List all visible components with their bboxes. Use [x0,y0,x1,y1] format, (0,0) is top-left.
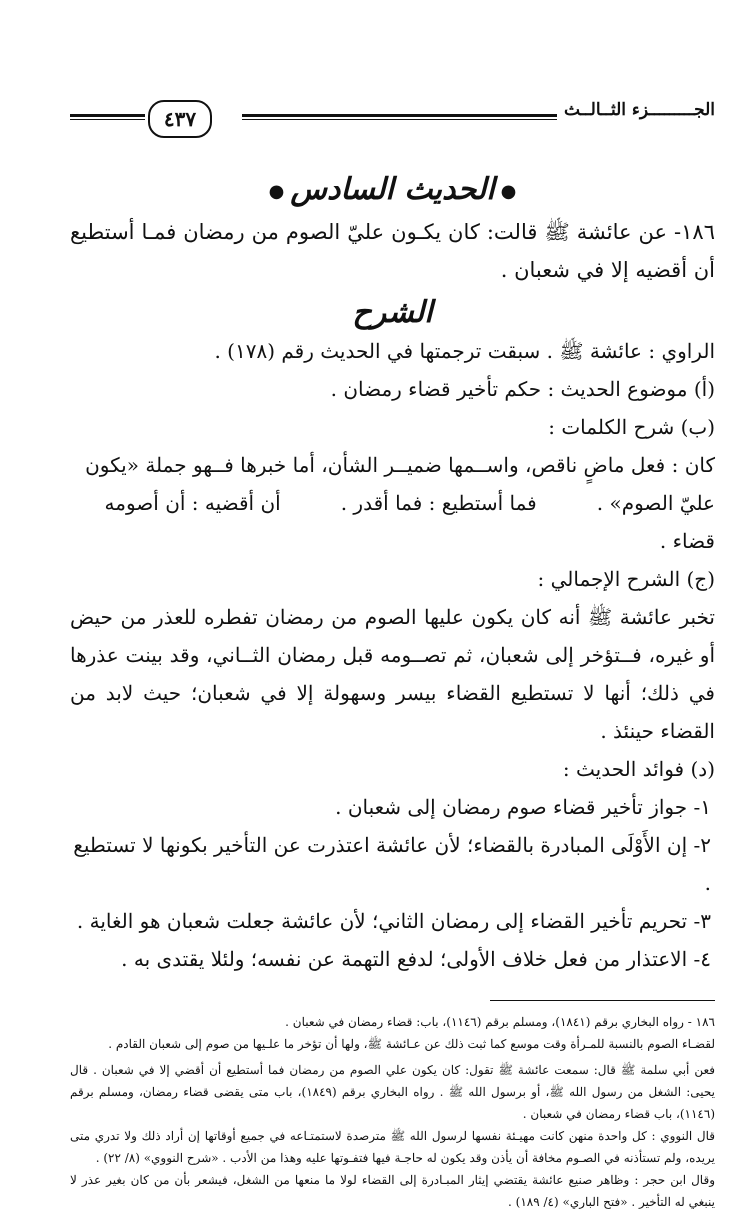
header-rule [242,114,557,117]
benefit-item: ١- جواز تأخير قضاء صوم رمضان إلى شعبان . [335,795,711,819]
words-body: كان : فعل ماضٍ ناقص، واســمها ضميــر الشأن، أما خبرها فــهو جملة «يكون [85,453,715,477]
footnote: لقضـاء الصوم بالنسبة للمـرأة وقت موسع كما ثبت ذلك عن عـائشة ﷺ، ولها أن تؤخر ما علـيها من صوم إلى شعبان القادم . [108,1037,715,1051]
footnote-divider [490,1000,715,1001]
benefit-item: ٢- إن الأَوْلَى المبادرة بالقضاء؛ لأن عائشة اعتذرت عن التأخير بكونها لا تستطيع . [73,833,711,895]
header-rule [242,119,557,120]
words-heading: (ب) شرح الكلمات : [548,415,715,439]
summary-heading: (ج) الشرح الإجمالي : [537,567,715,591]
header-rule [70,119,145,120]
footnote: قال النووي : كل واحدة منهن كانت مهيـئة نفسها لرسول الله ﷺ مترصدة لاستمتـاعه في جميع أوقاتها إن أراد ذلك ولا تدري متى يريده، ولم تستأذنه في الصـوم مخافة أن يأذن وقد يكون له حاجـة فيها فتفـوتها عليه وهذا من الأدب . «شرح النووي» (٨/ ٢٢) . [70,1129,716,1165]
footnotes [70,1011,715,1213]
hadith-text: ١٨٦- عن عائشة ﷺ قالت: كان يكـون عليّ الصوم من رمضان فمـا أستطيع أن أقضيه إلا في شعبان . [70,220,715,282]
running-title: الجـــــــــزء الثــالــث [564,100,715,120]
footnote: فعن أبي سلمة ﷺ قال: سمعت عائشة ﷺ تقول: كان يكون علي الصوم من رمضان فما أستطيع أن أقضي إلا في شعبان . قال يحيى: الشغل من رسول الله ﷺ، أو برسول الله ﷺ . رواه البخاري برقم (١٨٤٩)، باب متى يقضى قضاء رمضان، ومسلم برقم (١١٤٦)، باب قضاء رمضان في شعبان . [70,1063,715,1121]
page-number: ٤٣٧ [148,100,212,138]
words-line-2 [70,484,715,560]
topic-line: (أ) موضوع الحديث : حكم تأخير قضاء رمضان . [330,377,715,401]
footnote: ١٨٦ - رواه البخاري برقم (١٨٤١)، ومسلم برقم (١١٤٦)، باب: قضاء رمضان في شعبان . [285,1015,715,1029]
narrator-line: الراوي : عائشة ﷺ . سبقت ترجمتها في الحديث رقم (١٧٨) . [214,339,715,363]
benefit-item: ٣- تحريم تأخير القضاء إلى رمضان الثاني؛ لأن عائشة جعلت شعبان هو الغاية . [76,909,711,933]
bullet-icon: ● [268,180,285,202]
benefit-item: ٤- الاعتذار من فعل خلاف الأولى؛ لدفع التهمة عن نفسه؛ ولئلا يقتدى به . [121,947,711,971]
words-item: عليّ الصوم» . [596,491,715,515]
summary-body: تخبر عائشة ﷺ أنه كان يكون عليها الصوم من رمضان تفطره للعذر من حيض أو غيره، فــتؤخر إلى شعبان، ثم تصــومه قبل رمضان الثــاني، وقد بينت عذرها في ذلك؛ أنها لا تستطيع القضاء بيسر وسهولة إلا في شعبان؛ حيث لابد من القضاء حينئذ . [70,605,716,743]
header-rule [70,114,145,117]
words-item: فما أستطيع : فما أقدر . [340,491,537,515]
sharh-heading: الشرح [352,295,433,330]
words-item: أن أقضيه : أن أصومه قضاء . [104,491,715,553]
footnote: وقال ابن حجر : وظاهر صنيع عائشة يقتضي إيثار المبـادرة إلى القضاء لولا ما منعها من الشغل، فيشعر بأن من كان بغير عذر لا ينبغي له التأخير . «فتح الباري» (٤/ ١٨٩) . [70,1173,715,1209]
hadith-title [70,172,715,207]
page-header [70,90,715,150]
bullet-icon: ● [500,180,517,202]
benefits-heading: (د) فوائد الحديث : [562,757,715,781]
book-page [70,90,715,1213]
hadith-title-text: الحديث السادس [290,172,495,207]
